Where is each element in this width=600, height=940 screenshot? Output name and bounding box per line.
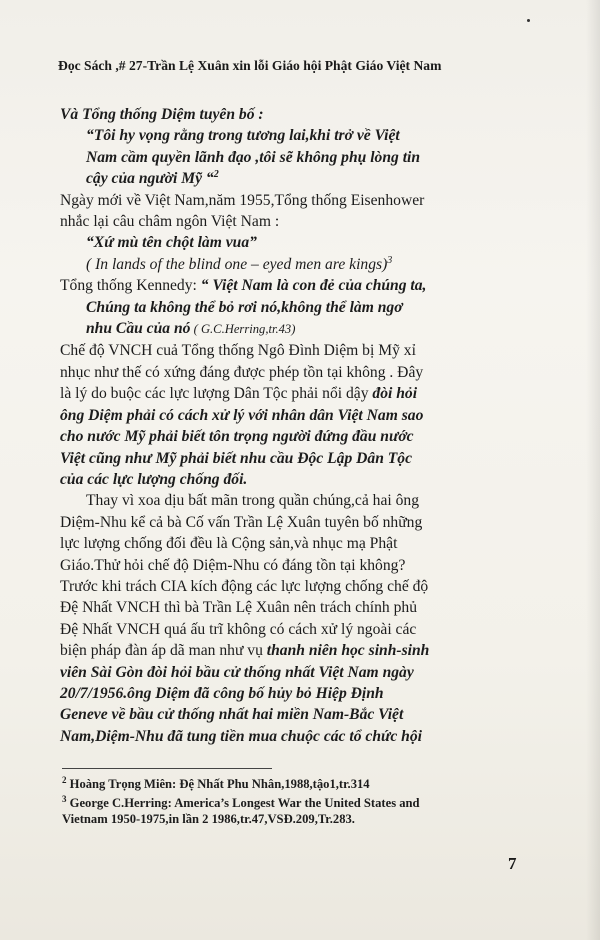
quote-line <box>60 318 586 340</box>
text-line <box>60 383 586 404</box>
emphasis-line: ông Diệm phải có cách xử lý với nhân dân Việt Nam sao <box>60 406 424 424</box>
footnote-text: Vietnam 1950-1975,in lần 2 1986,tr.47,VSĐ.209,Tr.283. <box>62 812 355 827</box>
quote-line: Nam cầm quyền lãnh đạo ,tôi sẽ không phụ lòng tin <box>86 148 421 166</box>
emphasis-text: đòi hỏi <box>372 385 418 403</box>
text-line: nhục như thế có xứng đáng được phép tồn tại không . Đây <box>60 363 424 381</box>
footnote-2 <box>62 776 552 793</box>
footnote-number: 2 <box>62 774 67 785</box>
emphasis-line: của các lực lượng chống đối. <box>60 470 248 488</box>
citation: ( G.C.Herring,tr.43) <box>190 322 296 337</box>
emphasis-text: thanh niên học sinh-sinh <box>266 642 430 660</box>
text-line <box>60 640 586 661</box>
footnote-number: 3 <box>62 793 67 804</box>
quote-line <box>60 168 586 189</box>
text-line: nhắc lại câu châm ngôn Việt Nam : <box>60 213 280 231</box>
ink-speck <box>527 19 530 22</box>
speaker: Tổng thống Kennedy: <box>60 277 201 295</box>
text-line: Đệ Nhất VNCH thì bà Trần Lệ Xuân nên trách chính phủ <box>60 599 418 617</box>
translation-text: ( In lands of the blind one – eyed men are kings) <box>86 255 388 273</box>
page-number: 7 <box>508 854 517 873</box>
quote-text: nhu Cầu của nó <box>86 320 191 338</box>
footnote-divider <box>62 768 272 769</box>
emphasis-line: 20/7/1956.ông Diệm đã công bố hủy bỏ Hiệp Định <box>60 684 384 702</box>
text-line: Ngày mới về Việt Nam,năm 1955,Tổng thống Eisenhower <box>60 191 425 209</box>
plain-text: biện pháp đàn áp dã man như vụ <box>60 642 267 660</box>
text-line <box>60 275 586 296</box>
emphasis-line: viên Sài Gòn đòi hỏi bầu cử thống nhất Việt Nam ngày <box>60 663 414 681</box>
plain-text: là lý do buộc các lực lượng Dân Tộc phải nổi dậy <box>60 385 373 403</box>
quote-line: Chúng ta không thể bỏ rơi nó,không thể làm ngơ <box>86 298 403 316</box>
footnote-3 <box>62 795 552 828</box>
quote-line: “Tôi hy vọng rằng trong tương lai,khi trở về Việt <box>86 127 400 145</box>
footnote-ref: 2 <box>213 169 219 181</box>
translation-line <box>60 254 586 275</box>
text-line: Thay vì xoa dịu bất mãn trong quần chúng,cả hai ông <box>86 492 420 510</box>
emphasis-line: cho nước Mỹ phải biết tôn trọng người đứng đầu nước <box>60 428 414 446</box>
proverb-line: “Xứ mù tên chột làm vua” <box>86 234 257 252</box>
emphasis-line: Geneve về bầu cử thống nhất hai miền Nam-Bắc Việt <box>60 706 404 724</box>
running-header: Đọc Sách ,# 27-Trần Lệ Xuân xin lỗi Giáo hội Phật Giáo Việt Nam <box>58 58 442 73</box>
footnote-ref: 3 <box>387 254 393 266</box>
emphasis-line: Việt cũng như Mỹ phải biết nhu cầu Độc Lập Dân Tộc <box>60 449 413 467</box>
text-line: Diệm-Nhu kể cả bà Cố vấn Trần Lệ Xuân tuyên bố những <box>60 513 423 531</box>
quote-text: cậy của người Mỹ “ <box>86 170 214 188</box>
text-line: Và Tổng thống Diệm tuyên bố : <box>60 106 264 123</box>
footnote-text: Hoàng Trọng Miên: Đệ Nhất Phu Nhân,1988,tậo1,tr.314 <box>66 777 370 791</box>
text-line: Chế độ VNCH cuả Tổng thống Ngô Đình Diệm bị Mỹ xỉ <box>60 342 416 360</box>
quote-text: “ Việt Nam là con đẻ của chúng ta, <box>200 277 427 295</box>
emphasis-line: Nam,Diệm-Nhu đã tung tiền mua chuộc các tổ chức hội <box>60 727 422 745</box>
footnote-text: George C.Herring: America’s Longest War the United States and <box>66 795 420 810</box>
body-text <box>60 104 586 747</box>
text-line: Trước khi trách CIA kích động các lực lượng chống chế độ <box>60 577 429 595</box>
text-line: Giáo.Thử hỏi chế độ Diệm-Nhu có đáng tồn tại không? <box>60 556 406 574</box>
text-line: Đệ Nhất VNCH quá ấu trĩ không có cách xử lý ngoài các <box>60 620 417 638</box>
text-line: lực lượng chống đối đều là Cộng sản,và nhục mạ Phật <box>60 535 398 553</box>
footnotes <box>62 776 552 830</box>
